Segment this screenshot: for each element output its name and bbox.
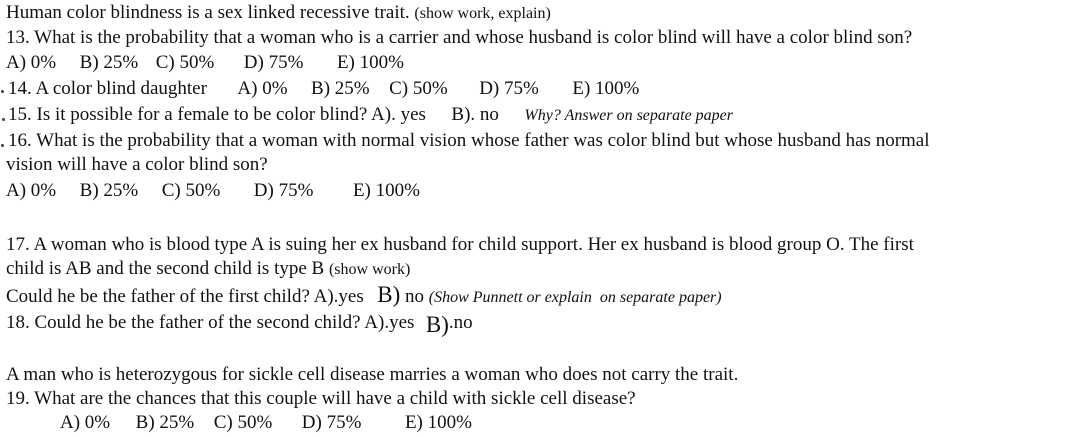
question-15	[8, 104, 733, 127]
intro-line	[6, 2, 551, 25]
q13-option-a: A) 0%	[6, 52, 57, 73]
q13-option-e: E) 100%	[336, 52, 404, 73]
sickle-intro: A man who is heterozygous for sickle cell disease marries a woman who does not carry the trait.	[6, 364, 739, 385]
q14-option-c: C) 50%	[389, 78, 448, 99]
question-17-line2	[6, 258, 410, 281]
q17-line2-note: (show work)	[328, 261, 411, 278]
question-16-line2: vision will have a color blind son?	[6, 154, 268, 175]
q17-note: (Show Punnett or explain on separate paper)	[428, 289, 722, 306]
question-17-ask	[6, 284, 722, 309]
q16-option-c: C) 50%	[161, 180, 221, 201]
q19-option-e: E) 100%	[404, 412, 472, 433]
q13-option-c: C) 50%	[155, 52, 215, 73]
question-17-line1: 17. A woman who is blood type A is suing her ex husband for child support. Her ex husband is blood group O. The first	[6, 234, 914, 255]
q19-option-d: D) 75%	[301, 412, 362, 433]
q13-option-d: D) 75%	[243, 52, 304, 73]
q16-option-b: B) 25%	[79, 180, 139, 201]
q14-stem: 14. A color blind daughter	[8, 78, 207, 99]
margin-mark	[1, 90, 4, 93]
q16-option-e: E) 100%	[352, 180, 420, 201]
q17-option-a: A).yes	[313, 286, 364, 307]
q17-line2-text: child is AB and the second child is type B	[6, 258, 325, 279]
question-16-options	[6, 180, 420, 202]
margin-mark	[2, 118, 5, 121]
q18-option-b: .no	[448, 312, 473, 333]
q15-option-a: A). yes	[371, 104, 426, 125]
q14-option-a: A) 0%	[237, 78, 288, 99]
question-16-line1: 16. What is the probability that a woman with normal vision whose father was color blind but whose husband has normal	[8, 130, 930, 151]
margin-mark	[1, 144, 4, 147]
q18-option-b-letter: B)	[425, 312, 449, 337]
q19-option-b: B) 25%	[135, 412, 195, 433]
q14-option-e: E) 100%	[572, 78, 640, 99]
q19-option-c: C) 50%	[213, 412, 273, 433]
intro-note: (show work, explain)	[414, 5, 551, 22]
q13-option-b: B) 25%	[79, 52, 139, 73]
q17-option-b: no	[405, 286, 424, 307]
question-18	[6, 310, 473, 337]
question-13-options	[6, 52, 404, 74]
question-19-stem: 19. What are the chances that this couple will have a child with sickle cell disease?	[6, 388, 636, 409]
q16-option-d: D) 75%	[253, 180, 314, 201]
question-14	[8, 78, 639, 100]
q14-option-d: D) 75%	[479, 78, 539, 99]
intro-text: Human color blindness is a sex linked recessive trait.	[6, 2, 410, 23]
q15-stem: 15. Is it possible for a female to be color blind?	[8, 104, 368, 125]
question-13-stem: 13. What is the probability that a woman who is a carrier and whose husband is color blind will have a color blind son?	[6, 27, 913, 48]
q19-option-a: A) 0%	[60, 412, 111, 433]
question-19-options	[60, 412, 472, 434]
q18-option-a: A).yes	[364, 312, 415, 333]
q18-stem: 18. Could he be the father of the second child?	[6, 312, 361, 333]
q17-ask-text: Could he be the father of the first child?	[6, 286, 310, 307]
q14-option-b: B) 25%	[311, 78, 370, 99]
q16-option-a: A) 0%	[6, 180, 57, 201]
q15-note: Why? Answer on separate paper	[524, 107, 733, 124]
q17-option-b-letter: B)	[377, 282, 401, 307]
q15-option-b: B). no	[451, 104, 499, 125]
